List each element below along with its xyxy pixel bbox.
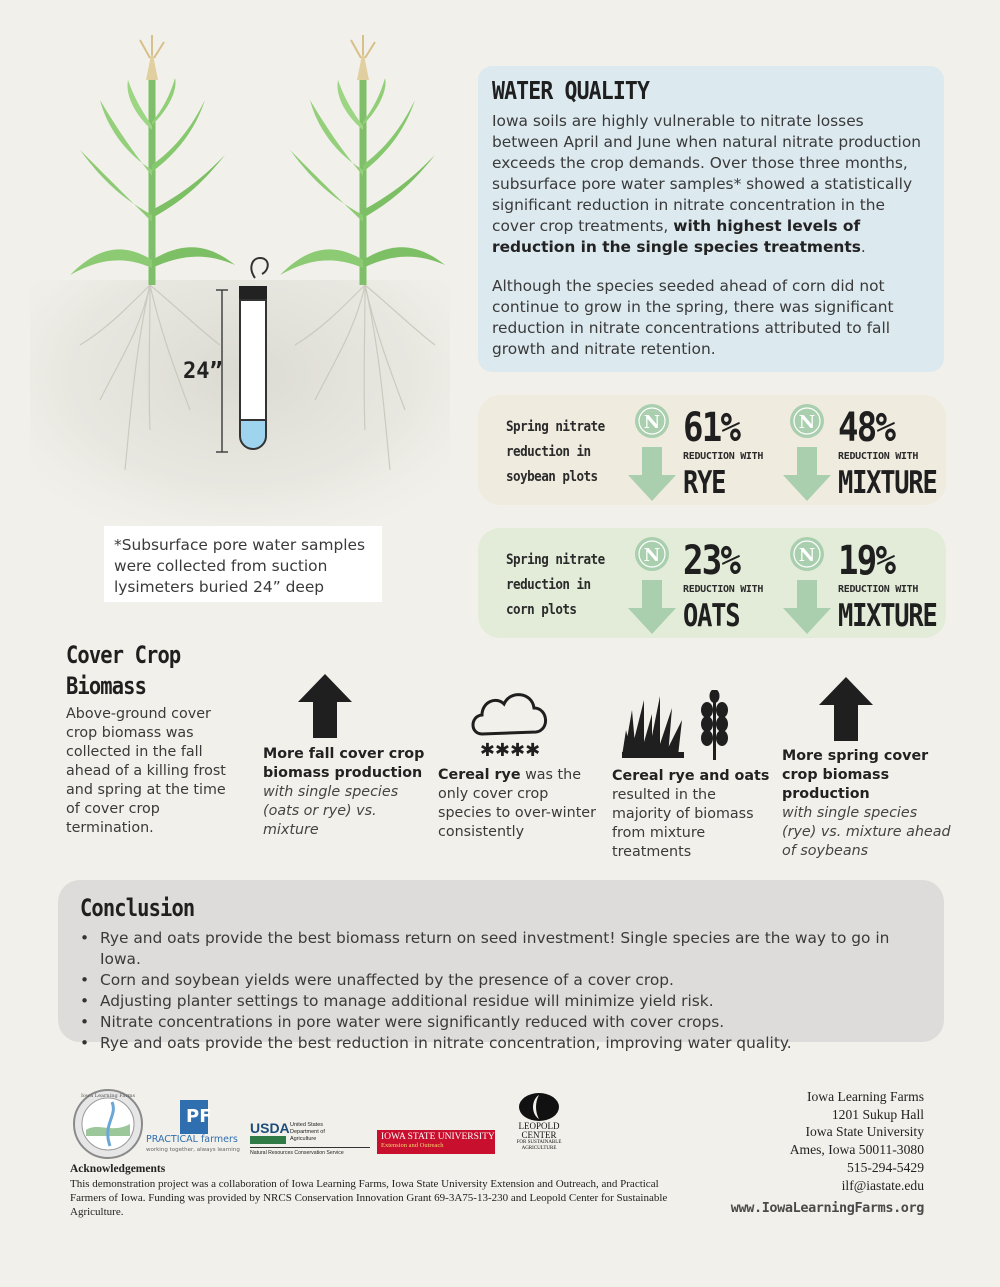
corn-row-label: Spring nitrate reduction in corn plots — [506, 552, 605, 618]
soy-mixture-crop: MIXTURE — [838, 465, 937, 501]
svg-text:N: N — [798, 412, 816, 433]
corn-mixture-with-label: REDUCTION WITH — [838, 584, 919, 595]
acknowledgements-body: This demonstration project was a collaboration of Iowa Learning Farms, Iowa State University Extension and Outreach, and Practical Farmers of Iowa. Funding was provided by NRCS Conservation Innovation Grant 69-3A75-13-230 and Leopold Center for Sustainable Agriculture. — [70, 1178, 668, 1218]
list-item: • Adjusting planter settings to manage additional residue will minimize yield risk. — [80, 991, 922, 1012]
soy-mixture-with-label: REDUCTION WITH — [838, 451, 919, 462]
soy-rye-crop: RYE — [683, 465, 726, 501]
soy-rye-with-label: REDUCTION WITH — [683, 451, 764, 462]
nitrate-down-arrow-icon — [781, 401, 833, 501]
svg-text:Iowa Learning Farms: Iowa Learning Farms — [80, 1093, 136, 1099]
corn-oats-with-label: REDUCTION WITH — [683, 584, 764, 595]
usda-nrcs-logo: USDA United States Department of Agriculture Natural Resources Conservation Service — [250, 1120, 370, 1160]
up-arrow-icon — [296, 672, 354, 740]
conclusion-section — [58, 880, 944, 1052]
corn-oats-percent: 23% — [683, 538, 740, 584]
biomass-fall-note: More fall cover crop biomass production with single species (oats or rye) vs. mixture — [263, 746, 425, 838]
list-item: • Nitrate concentrations in pore water were significantly reduced with cover crops. — [80, 1012, 922, 1033]
corn-lysimeter-illustration — [0, 0, 470, 560]
nitrate-down-arrow-icon — [781, 534, 833, 634]
corn-mixture-percent: 19% — [838, 538, 895, 584]
snow-cloud-icon — [468, 684, 552, 760]
lysimeter-footnote: *Subsurface pore water samples were collected from suction lysimeters buried 24” deep — [104, 526, 382, 602]
svg-text:N: N — [798, 545, 816, 566]
svg-text:N: N — [643, 412, 661, 433]
water-quality-paragraph-2: Although the species seeded ahead of corn did not continue to grow in the spring, there was significant reduction in nitrate concentrations attributed to fall growth and nitrate retention. — [492, 277, 894, 358]
leopold-center-logo: LEOPOLD CENTER FOR SUSTAINABLE AGRICULTURE — [506, 1092, 572, 1156]
soy-mixture-percent: 48% — [838, 405, 895, 451]
soy-rye-percent: 61% — [683, 405, 740, 451]
soybean-nitrate-row — [478, 395, 946, 505]
depth-label: 24” — [183, 359, 223, 384]
iowa-learning-farms-logo — [72, 1088, 144, 1160]
water-quality-section — [478, 66, 944, 372]
biomass-description: Above-ground cover crop biomass was collected in the fall ahead of a killing frost and spring at the time of cover crop termination. — [66, 706, 226, 836]
nitrate-down-arrow-icon — [626, 401, 678, 501]
grass-wheat-icon — [622, 690, 742, 762]
biomass-mixture-note: Cereal rye and oats resulted in the majority of biomass from mixture treatments — [612, 768, 770, 860]
list-item: • Rye and oats provide the best reduction in nitrate concentration, improving water quality. — [80, 1033, 922, 1054]
email-link[interactable]: ilf@iastate.edu — [841, 1177, 924, 1193]
list-item: • Rye and oats provide the best biomass return on seed investment! Single species are the way to go in Iowa. — [80, 928, 922, 970]
conclusion-list — [80, 928, 922, 1054]
practical-farmers-logo: PF PRACTICAL farmers working together, always learning — [146, 1100, 244, 1156]
corn-mixture-crop: MIXTURE — [838, 598, 937, 634]
corn-nitrate-row — [478, 528, 946, 638]
up-arrow-icon — [817, 675, 875, 743]
soybean-row-label: Spring nitrate reduction in soybean plots — [506, 419, 605, 485]
svg-text:N: N — [643, 545, 661, 566]
corn-oats-crop: OATS — [683, 598, 740, 634]
water-quality-paragraph-1: Iowa soils are highly vulnerable to nitrate losses between April and June when natural nitrate production exceeds the crop demands. Over those three months, subsurface pore water samples* showed a statistically significant reduction in nitrate concentration in the cover crop treatments, with highest levels of reduction in the single species treatments. — [492, 112, 921, 256]
leopold-mark-icon — [517, 1092, 561, 1122]
corn-plant-right — [280, 35, 445, 285]
conclusion-title: Conclusion — [80, 894, 195, 922]
nitrate-down-arrow-icon — [626, 534, 678, 634]
water-quality-title: WATER QUALITY — [492, 76, 650, 105]
svg-text:✱✱✱✱: ✱✱✱✱ — [479, 740, 541, 760]
website-link[interactable]: www.IowaLearningFarms.org — [730, 1200, 924, 1216]
biomass-spring-note: More spring cover crop biomass production with single species (rye) vs. mixture ahead of soybeans — [782, 748, 951, 859]
list-item: • Corn and soybean yields were unaffected by the presence of a cover crop. — [80, 970, 922, 991]
corn-plant-left — [70, 35, 235, 285]
contact-address: Iowa Learning Farms 1201 Sukup Hall Iowa State University Ames, Iowa 50011-3080 515-294-5429 ilf@iastate.edu — [789, 1089, 924, 1193]
biomass-rye-note: Cereal rye was the only cover crop species to over-winter consistently — [438, 767, 596, 840]
acknowledgements-title: Acknowledgements — [70, 1163, 166, 1175]
iowa-state-university-logo: IOWA STATE UNIVERSITY Extension and Outreach — [377, 1130, 495, 1154]
biomass-title: Cover Crop Biomass — [66, 641, 181, 700]
